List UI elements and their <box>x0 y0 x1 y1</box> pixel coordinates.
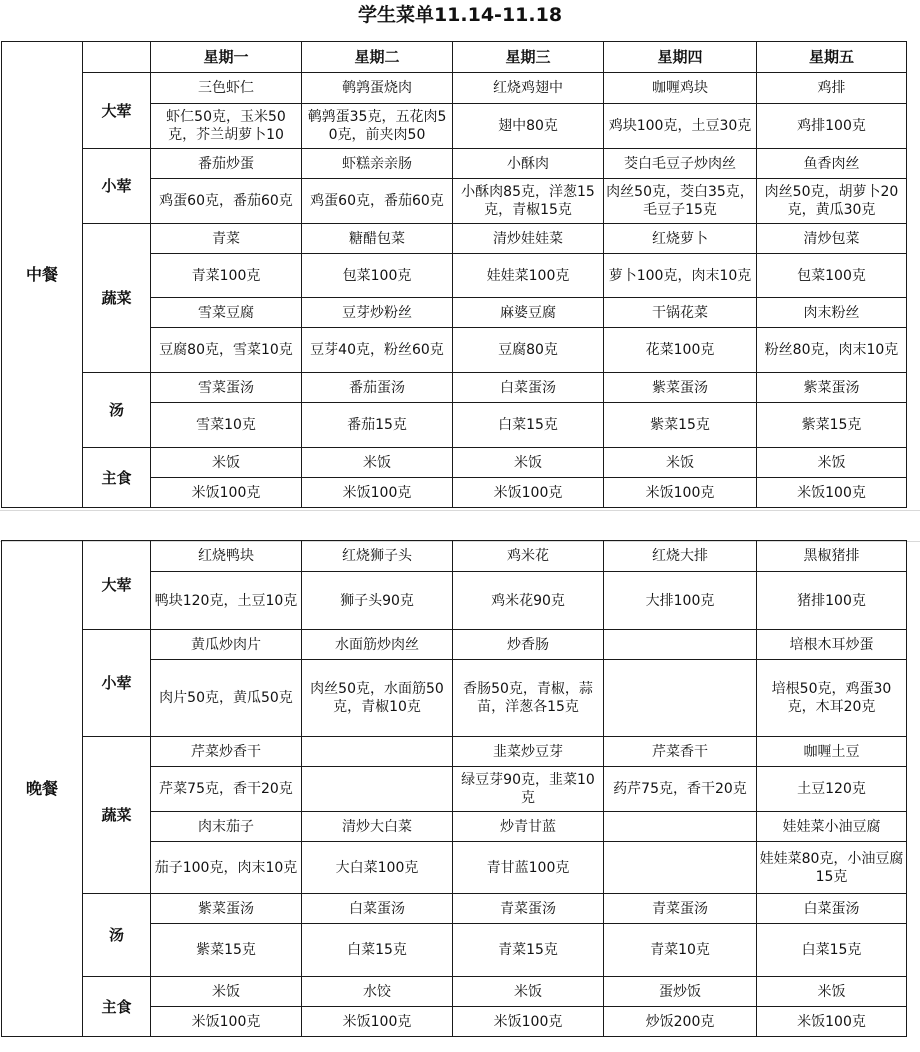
ingredient-cell: 紫菜15克 <box>604 403 757 448</box>
ingredient-cell: 青菜100克 <box>151 254 302 298</box>
ingredient-cell: 白菜15克 <box>757 924 907 977</box>
ingredient-cell: 肉丝50克，茭白35克，毛豆子15克 <box>604 179 757 224</box>
dish-name-cell: 雪菜蛋汤 <box>151 373 302 403</box>
dinner-menu-table <box>1 540 907 1037</box>
ingredient-cell: 紫菜15克 <box>757 403 907 448</box>
dish-name-cell: 豆芽炒粉丝 <box>302 298 453 328</box>
ingredient-cell: 花菜100克 <box>604 328 757 373</box>
dish-name-cell: 红烧鸡翅中 <box>453 73 604 104</box>
dish-name-cell: 番茄蛋汤 <box>302 373 453 403</box>
category-side-dish: 小荤 <box>83 149 151 224</box>
dish-name-row <box>2 149 907 179</box>
dish-name-row <box>2 448 907 478</box>
category-staple: 主食 <box>83 977 151 1037</box>
dish-name-cell: 红烧萝卜 <box>604 224 757 254</box>
ingredient-cell <box>604 842 757 894</box>
ingredient-cell: 雪菜10克 <box>151 403 302 448</box>
dish-name-cell: 青菜蛋汤 <box>604 894 757 924</box>
dish-name-cell: 茭白毛豆子炒肉丝 <box>604 149 757 179</box>
ingredient-cell: 豆芽40克，粉丝60克 <box>302 328 453 373</box>
ingredient-cell: 鸡米花90克 <box>453 572 604 630</box>
dish-name-cell: 白菜蛋汤 <box>453 373 604 403</box>
dish-name-cell: 白菜蛋汤 <box>302 894 453 924</box>
ingredient-cell: 白菜15克 <box>453 403 604 448</box>
dish-name-cell: 小酥肉 <box>453 149 604 179</box>
ingredient-cell: 包菜100克 <box>757 254 907 298</box>
ingredient-cell: 炒饭200克 <box>604 1007 757 1037</box>
dish-name-row <box>2 73 907 104</box>
dish-name-cell: 米饭 <box>453 448 604 478</box>
weekday-header-row <box>2 42 907 73</box>
day-header: 星期一 <box>151 42 302 73</box>
category-vegetable: 蔬菜 <box>83 737 151 894</box>
dish-name-cell: 虾糕亲亲肠 <box>302 149 453 179</box>
day-header: 星期三 <box>453 42 604 73</box>
ingredient-cell: 米饭100克 <box>302 1007 453 1037</box>
dish-name-cell: 番茄炒蛋 <box>151 149 302 179</box>
dish-name-cell: 干锅花菜 <box>604 298 757 328</box>
dish-name-cell: 炒香肠 <box>453 630 604 660</box>
page-title: 学生菜单11.14-11.18 <box>357 4 563 26</box>
dish-name-cell: 白菜蛋汤 <box>757 894 907 924</box>
ingredient-cell: 米饭100克 <box>604 478 757 508</box>
dish-name-cell: 米饭 <box>302 448 453 478</box>
dish-name-cell: 麻婆豆腐 <box>453 298 604 328</box>
dish-name-cell <box>604 812 757 842</box>
ingredient-cell: 番茄15克 <box>302 403 453 448</box>
day-header: 星期五 <box>757 42 907 73</box>
dish-name-cell: 鱼香肉丝 <box>757 149 907 179</box>
dish-name-cell: 米饭 <box>757 448 907 478</box>
ingredient-cell: 鸡排100克 <box>757 104 907 149</box>
ingredient-cell: 米饭100克 <box>757 1007 907 1037</box>
ingredient-cell: 鸡蛋60克，番茄60克 <box>151 179 302 224</box>
dish-name-cell: 糖醋包菜 <box>302 224 453 254</box>
dish-name-cell: 水饺 <box>302 977 453 1007</box>
dish-name-cell: 芹菜炒香干 <box>151 737 302 767</box>
ingredient-cell: 豆腐80克 <box>453 328 604 373</box>
dish-name-cell: 米饭 <box>151 977 302 1007</box>
dish-name-cell: 芹菜香干 <box>604 737 757 767</box>
dish-name-cell: 米饭 <box>604 448 757 478</box>
dish-name-cell: 鹌鹑蛋烧肉 <box>302 73 453 104</box>
dish-name-row <box>2 541 907 572</box>
ingredient-cell: 青甘蓝100克 <box>453 842 604 894</box>
dish-name-cell: 炒青甘蓝 <box>453 812 604 842</box>
day-header: 星期二 <box>302 42 453 73</box>
ingredient-cell: 娃娃菜100克 <box>453 254 604 298</box>
ingredient-cell: 肉丝50克，水面筋50克，青椒10克 <box>302 660 453 737</box>
ingredient-cell: 米饭100克 <box>302 478 453 508</box>
ingredient-cell: 鸭块120克，土豆10克 <box>151 572 302 630</box>
ingredient-cell <box>302 767 453 812</box>
day-header: 星期四 <box>604 42 757 73</box>
dish-name-row <box>2 977 907 1007</box>
ingredient-cell: 鸡块100克，土豆30克 <box>604 104 757 149</box>
category-side-dish: 小荤 <box>83 630 151 737</box>
dish-name-cell: 黑椒猪排 <box>757 541 907 572</box>
ingredient-cell: 豆腐80克，雪菜10克 <box>151 328 302 373</box>
dish-name-cell: 蛋炒饭 <box>604 977 757 1007</box>
category-main-dish: 大荤 <box>83 73 151 149</box>
ingredient-cell: 米饭100克 <box>453 478 604 508</box>
ingredient-cell: 萝卜100克，肉末10克 <box>604 254 757 298</box>
ingredient-cell: 香肠50克，青椒，蒜苗，洋葱各15克 <box>453 660 604 737</box>
dish-name-cell: 韭菜炒豆芽 <box>453 737 604 767</box>
dish-name-cell: 清炒娃娃菜 <box>453 224 604 254</box>
dish-name-cell: 清炒包菜 <box>757 224 907 254</box>
ingredient-cell: 大白菜100克 <box>302 842 453 894</box>
header-corner <box>83 42 151 73</box>
dish-name-cell: 肉末茄子 <box>151 812 302 842</box>
dish-name-row <box>2 224 907 254</box>
ingredient-cell: 绿豆芽90克，韭菜10克 <box>453 767 604 812</box>
dish-name-cell: 水面筋炒肉丝 <box>302 630 453 660</box>
dish-name-row <box>2 373 907 403</box>
ingredient-cell: 肉片50克，黄瓜50克 <box>151 660 302 737</box>
dish-name-cell: 红烧鸭块 <box>151 541 302 572</box>
dish-name-row <box>2 894 907 924</box>
dish-name-cell: 咖喱鸡块 <box>604 73 757 104</box>
ingredient-cell: 土豆120克 <box>757 767 907 812</box>
ingredient-cell: 鹌鹑蛋35克，五花肉50克，前夹肉50 <box>302 104 453 149</box>
category-staple: 主食 <box>83 448 151 508</box>
category-soup: 汤 <box>83 894 151 977</box>
category-soup: 汤 <box>83 373 151 448</box>
dish-name-cell: 青菜蛋汤 <box>453 894 604 924</box>
dish-name-cell: 米饭 <box>757 977 907 1007</box>
ingredient-cell: 小酥肉85克，洋葱15克，青椒15克 <box>453 179 604 224</box>
ingredient-cell: 米饭100克 <box>453 1007 604 1037</box>
ingredient-cell: 粉丝80克，肉末10克 <box>757 328 907 373</box>
dish-name-cell: 紫菜蛋汤 <box>151 894 302 924</box>
ingredient-cell: 米饭100克 <box>151 1007 302 1037</box>
dish-name-cell: 雪菜豆腐 <box>151 298 302 328</box>
ingredient-cell: 茄子100克，肉末10克 <box>151 842 302 894</box>
category-main-dish: 大荤 <box>83 541 151 630</box>
dish-name-cell <box>604 630 757 660</box>
dish-name-cell: 娃娃菜小油豆腐 <box>757 812 907 842</box>
ingredient-cell: 培根50克，鸡蛋30克，木耳20克 <box>757 660 907 737</box>
ingredient-cell: 芹菜75克，香干20克 <box>151 767 302 812</box>
lunch-menu-table <box>1 41 907 508</box>
dish-name-cell: 培根木耳炒蛋 <box>757 630 907 660</box>
dish-name-cell: 米饭 <box>453 977 604 1007</box>
dish-name-cell: 米饭 <box>151 448 302 478</box>
dish-name-cell: 紫菜蛋汤 <box>757 373 907 403</box>
dish-name-row <box>2 737 907 767</box>
category-vegetable: 蔬菜 <box>83 224 151 373</box>
meal-label-lunch: 中餐 <box>2 42 83 508</box>
meal-label-dinner: 晚餐 <box>2 541 83 1037</box>
ingredient-cell: 娃娃菜80克，小油豆腐15克 <box>757 842 907 894</box>
dish-name-cell: 紫菜蛋汤 <box>604 373 757 403</box>
ingredient-cell: 猪排100克 <box>757 572 907 630</box>
ingredient-cell: 药芹75克，香干20克 <box>604 767 757 812</box>
dish-name-row <box>2 630 907 660</box>
ingredient-cell: 紫菜15克 <box>151 924 302 977</box>
dish-name-cell <box>302 737 453 767</box>
ingredient-cell: 鸡蛋60克，番茄60克 <box>302 179 453 224</box>
dish-name-cell: 红烧狮子头 <box>302 541 453 572</box>
ingredient-cell: 米饭100克 <box>757 478 907 508</box>
dish-name-cell: 鸡排 <box>757 73 907 104</box>
table-gap <box>0 510 920 542</box>
ingredient-cell: 青菜15克 <box>453 924 604 977</box>
dish-name-cell: 肉末粉丝 <box>757 298 907 328</box>
dish-name-cell: 红烧大排 <box>604 541 757 572</box>
dish-name-cell: 咖喱土豆 <box>757 737 907 767</box>
dish-name-cell: 清炒大白菜 <box>302 812 453 842</box>
dish-name-cell: 青菜 <box>151 224 302 254</box>
ingredient-cell <box>604 660 757 737</box>
ingredient-cell: 肉丝50克，胡萝卜20克，黄瓜30克 <box>757 179 907 224</box>
ingredient-cell: 青菜10克 <box>604 924 757 977</box>
ingredient-cell: 白菜15克 <box>302 924 453 977</box>
ingredient-cell: 狮子头90克 <box>302 572 453 630</box>
ingredient-cell: 虾仁50克，玉米50克，芥兰胡萝卜10 <box>151 104 302 149</box>
ingredient-cell: 米饭100克 <box>151 478 302 508</box>
dish-name-cell: 黄瓜炒肉片 <box>151 630 302 660</box>
dish-name-cell: 三色虾仁 <box>151 73 302 104</box>
dish-name-cell: 鸡米花 <box>453 541 604 572</box>
ingredient-cell: 翅中80克 <box>453 104 604 149</box>
ingredient-cell: 包菜100克 <box>302 254 453 298</box>
ingredient-cell: 大排100克 <box>604 572 757 630</box>
